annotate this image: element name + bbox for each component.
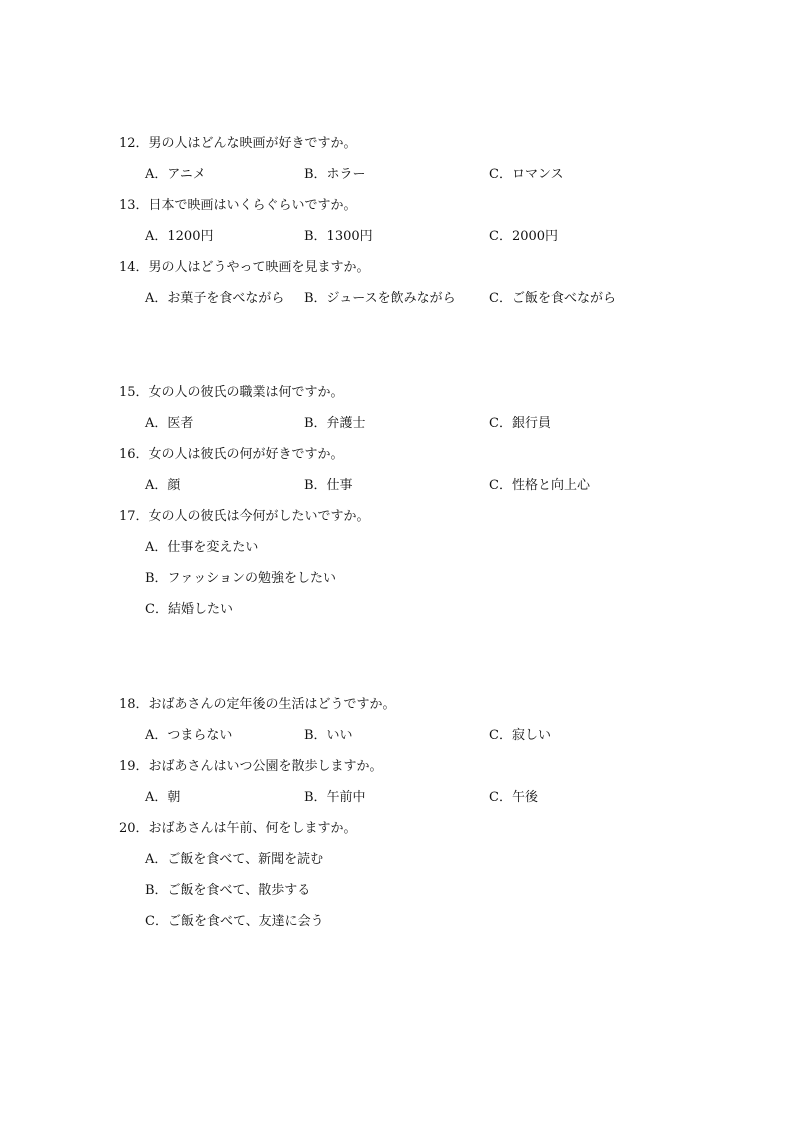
option-13-c: C．2000円 bbox=[489, 229, 559, 244]
option-16-b: B．仕事 bbox=[304, 478, 353, 493]
question-17 bbox=[119, 509, 370, 525]
option-18-a: A．つまらない bbox=[145, 728, 233, 743]
option-17-c: C．結婚したい bbox=[145, 602, 233, 617]
option-19-c: C．午後 bbox=[489, 790, 538, 805]
question-number: 14． bbox=[119, 260, 149, 275]
question-13 bbox=[119, 198, 357, 214]
question-18 bbox=[119, 697, 396, 713]
option-12-b: B．ホラー bbox=[304, 167, 366, 182]
option-12-c: C．ロマンス bbox=[489, 167, 564, 182]
option-20-b: B．ご飯を食べて、散歩する bbox=[145, 883, 311, 898]
question-text: おばあさんはいつ公園を散歩しますか。 bbox=[148, 759, 383, 774]
question-19 bbox=[119, 759, 383, 775]
question-number: 12． bbox=[119, 136, 149, 151]
option-17-b: B．ファッションの勉強をしたい bbox=[145, 571, 337, 586]
option-14-b: B．ジュースを飲みながら bbox=[304, 291, 456, 306]
option-20-a: A．ご飯を食べて、新聞を読む bbox=[145, 852, 324, 867]
question-number: 19． bbox=[119, 759, 149, 774]
question-text: 女の人は彼氏の何が好きですか。 bbox=[148, 447, 344, 462]
option-15-c: C．銀行員 bbox=[489, 416, 551, 431]
question-text: 男の人はどんな映画が好きですか。 bbox=[148, 136, 357, 151]
question-text: 日本で映画はいくらぐらいですか。 bbox=[148, 198, 357, 213]
option-13-a: A．1200円 bbox=[145, 229, 214, 244]
question-text: おばあさんの定年後の生活はどうですか。 bbox=[148, 697, 396, 712]
question-number: 15． bbox=[119, 385, 149, 400]
question-16 bbox=[119, 447, 344, 463]
option-19-a: A．朝 bbox=[145, 790, 181, 805]
question-number: 16． bbox=[119, 447, 149, 462]
option-20-c: C．ご飯を食べて、友達に会う bbox=[145, 914, 324, 929]
question-text: おばあさんは午前、何をしますか。 bbox=[148, 821, 357, 836]
option-15-a: A．医者 bbox=[145, 416, 194, 431]
option-13-b: B．1300円 bbox=[304, 229, 373, 244]
question-number: 17． bbox=[119, 509, 149, 524]
option-15-b: B．弁護士 bbox=[304, 416, 366, 431]
question-15 bbox=[119, 385, 344, 401]
option-14-a: A．お菓子を食べながら bbox=[145, 291, 285, 306]
question-number: 13． bbox=[119, 198, 149, 213]
option-14-c: C．ご飯を食べながら bbox=[489, 291, 616, 306]
option-16-a: A．顔 bbox=[145, 478, 181, 493]
option-18-b: B．いい bbox=[304, 728, 353, 743]
option-16-c: C．性格と向上心 bbox=[489, 478, 590, 493]
question-number: 18． bbox=[119, 697, 149, 712]
question-text: 男の人はどうやって映画を見ますか。 bbox=[148, 260, 370, 275]
option-19-b: B．午前中 bbox=[304, 790, 366, 805]
option-18-c: C．寂しい bbox=[489, 728, 551, 743]
question-number: 20． bbox=[119, 821, 149, 836]
question-20 bbox=[119, 821, 357, 837]
question-text: 女の人の彼氏は今何がしたいですか。 bbox=[148, 509, 370, 524]
question-12 bbox=[119, 136, 357, 152]
option-12-a: A．アニメ bbox=[145, 167, 206, 182]
question-14 bbox=[119, 260, 370, 276]
question-text: 女の人の彼氏の職業は何ですか。 bbox=[148, 385, 344, 400]
option-17-a: A．仕事を変えたい bbox=[145, 540, 259, 555]
